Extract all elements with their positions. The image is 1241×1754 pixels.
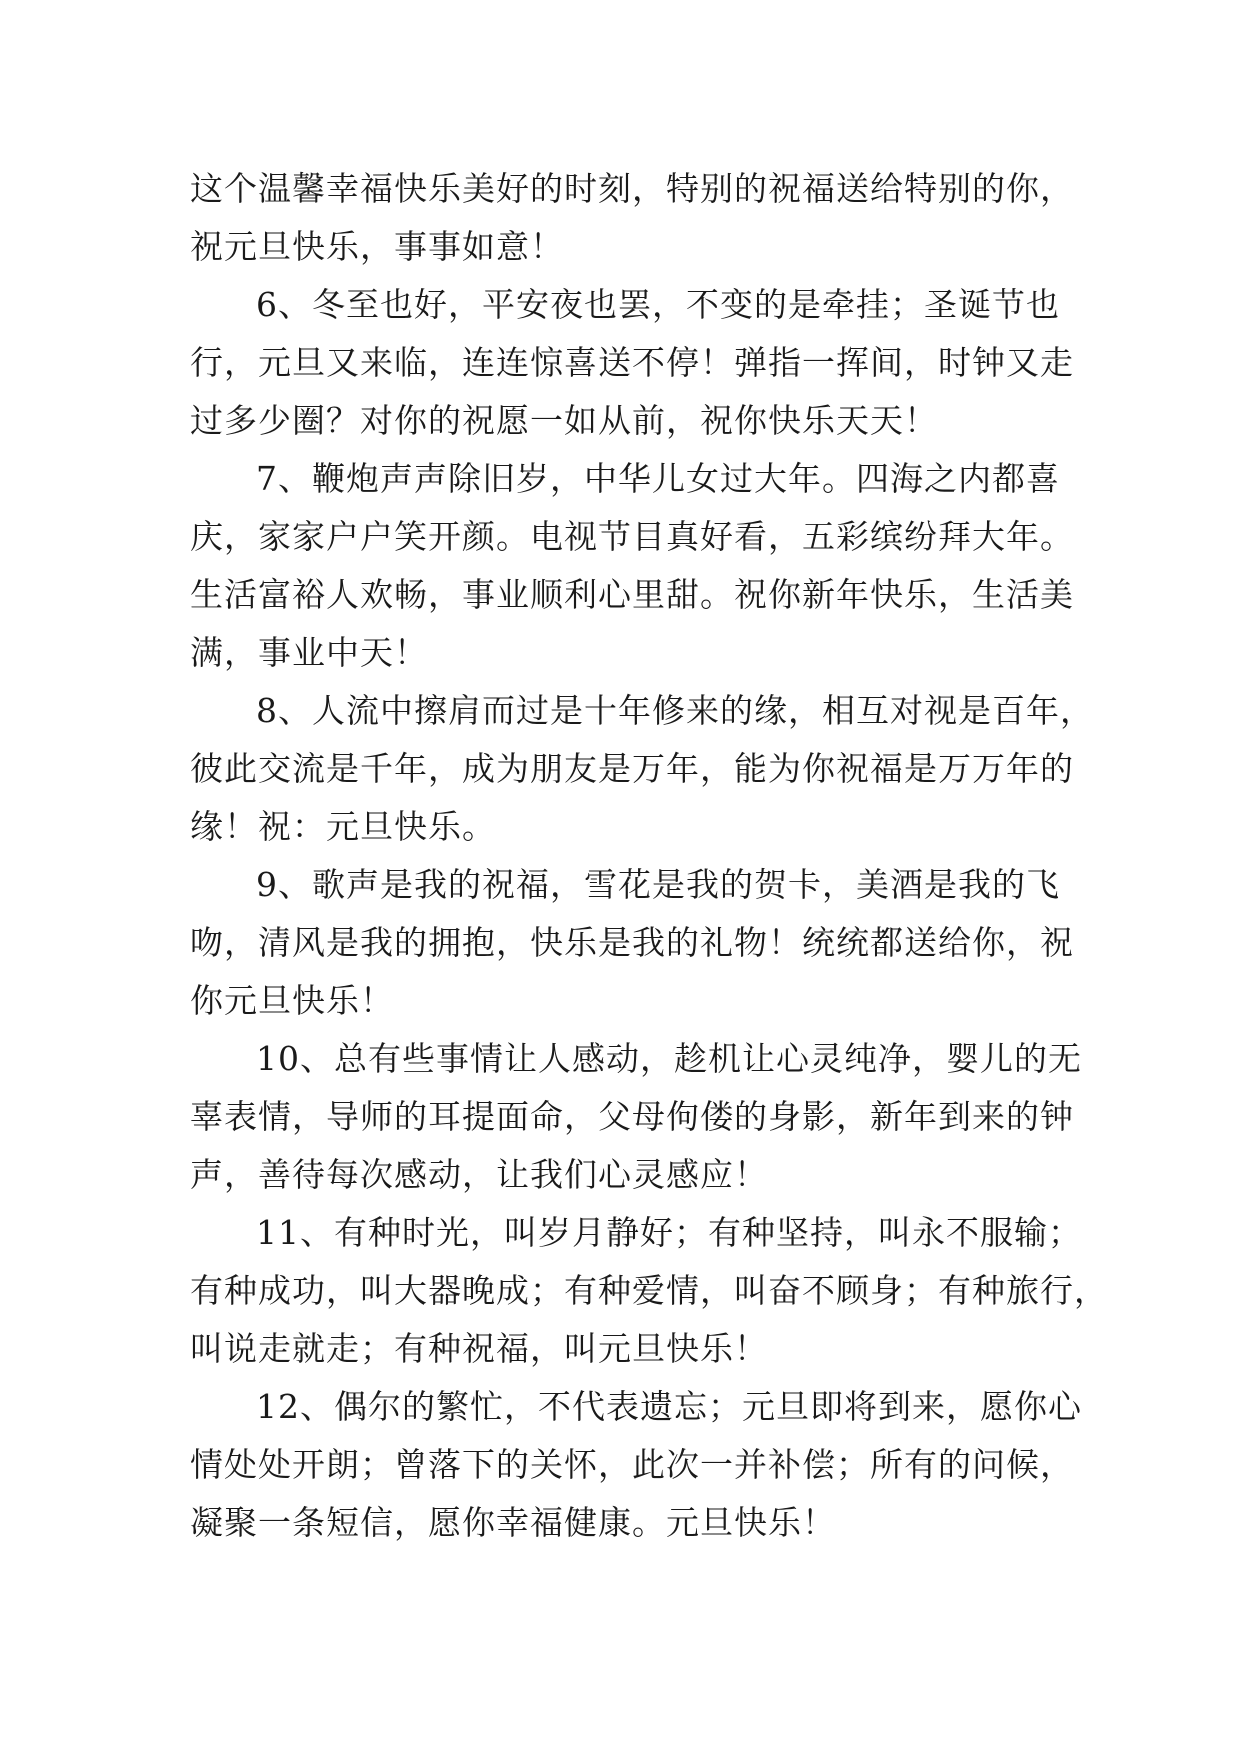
paragraph-12 — [190, 1378, 1082, 1552]
text-line: 过多少圈？对你的祝愿一如从前，祝你快乐天天！ — [190, 401, 938, 440]
text-line: 8、人流中擦肩而过是十年修来的缘，相互对视是百年， — [256, 691, 1094, 730]
document-body — [190, 160, 1108, 1552]
text-line: 生活富裕人欢畅，事业顺利心里甜。祝你新年快乐，生活美 — [190, 575, 1074, 614]
paragraph-8 — [190, 682, 1094, 856]
paragraph-5-continued — [190, 160, 1074, 276]
text-line: 10、总有些事情让人感动，趁机让心灵纯净，婴儿的无 — [256, 1039, 1082, 1078]
text-line: 6、冬至也好，平安夜也罢，不变的是牵挂；圣诞节也 — [256, 285, 1060, 324]
text-line: 庆，家家户户笑开颜。电视节目真好看，五彩缤纷拜大年。 — [190, 517, 1074, 556]
text-line: 12、偶尔的繁忙，不代表遗忘；元旦即将到来，愿你心 — [256, 1387, 1082, 1426]
text-line: 行，元旦又来临，连连惊喜送不停！弹指一挥间，时钟又走 — [190, 343, 1074, 382]
paragraph-6 — [190, 276, 1074, 450]
text-line: 你元旦快乐！ — [190, 981, 394, 1020]
paragraph-9 — [190, 856, 1074, 1030]
paragraph-11 — [190, 1204, 1108, 1378]
paragraph-10 — [190, 1030, 1082, 1204]
text-line: 7、鞭炮声声除旧岁，中华儿女过大年。四海之内都喜 — [256, 459, 1060, 498]
text-line: 情处处开朗；曾落下的关怀，此次一并补偿；所有的问候， — [190, 1445, 1074, 1484]
text-line: 祝元旦快乐，事事如意！ — [190, 227, 564, 266]
text-line: 9、歌声是我的祝福，雪花是我的贺卡，美酒是我的飞 — [256, 865, 1060, 904]
text-line: 叫说走就走；有种祝福，叫元旦快乐！ — [190, 1329, 768, 1368]
text-line: 吻，清风是我的拥抱，快乐是我的礼物！统统都送给你，祝 — [190, 923, 1074, 962]
text-line: 缘！祝：元旦快乐。 — [190, 807, 496, 846]
text-line: 满，事业中天！ — [190, 633, 428, 672]
text-line: 11、有种时光，叫岁月静好；有种坚持，叫永不服输； — [256, 1213, 1082, 1252]
text-line: 有种成功，叫大器晚成；有种爱情，叫奋不顾身；有种旅行， — [190, 1271, 1108, 1310]
text-line: 声，善待每次感动，让我们心灵感应！ — [190, 1155, 768, 1194]
text-line: 凝聚一条短信，愿你幸福健康。元旦快乐！ — [190, 1503, 836, 1542]
text-line: 这个温馨幸福快乐美好的时刻，特别的祝福送给特别的你， — [190, 169, 1074, 208]
paragraph-7 — [190, 450, 1074, 682]
text-line: 辜表情，导师的耳提面命，父母佝偻的身影，新年到来的钟 — [190, 1097, 1074, 1136]
text-line: 彼此交流是千年，成为朋友是万年，能为你祝福是万万年的 — [190, 749, 1074, 788]
